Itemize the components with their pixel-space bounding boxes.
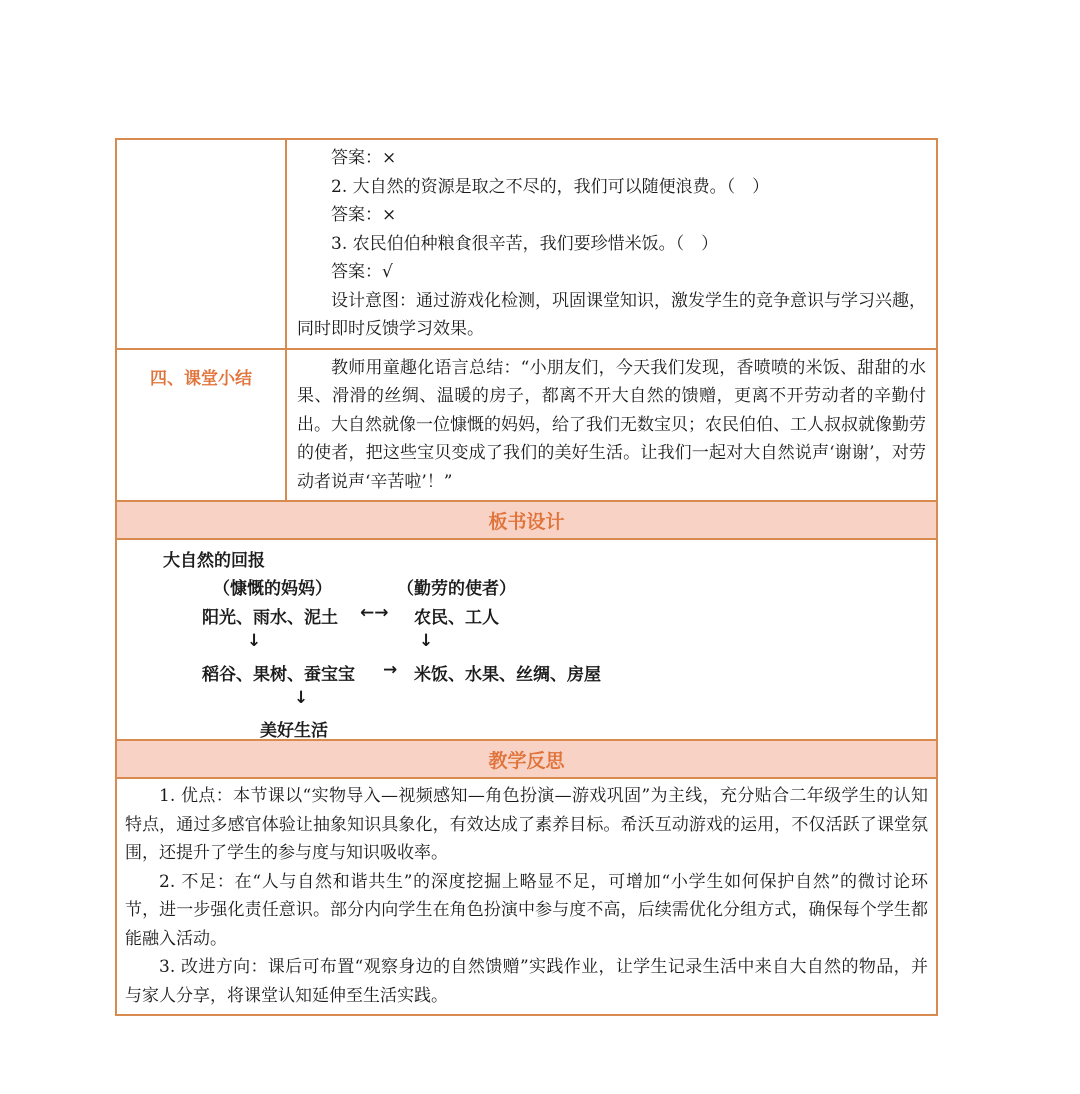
board-right-role: （勤劳的使者） xyxy=(397,579,516,599)
quiz-row xyxy=(117,140,936,350)
quiz-question-3: 3. 农民伯伯种粮食很辛苦，我们要珍惜米饭。（ ） xyxy=(331,233,719,254)
board-heading: 大自然的回报 xyxy=(163,551,265,571)
board-row1-left: 阳光、雨水、泥土 xyxy=(202,608,338,628)
reflection-paragraph-1: 1. 优点：本节课以“实物导入—视频感知—角色扮演—游戏巩固”为主线，充分贴合二年级学生的认知特点，通过多感官体验让抽象知识具象化，有效达成了素养目标。希沃互动游戏的运用，不仅活跃了课堂氛围，还提升了学生的参与度与知识吸收率。 xyxy=(125,786,928,863)
board-design-title: 板书设计 xyxy=(117,502,936,540)
board-left-role: （慷慨的妈妈） xyxy=(213,579,332,599)
board-row1-right: 农民、工人 xyxy=(414,608,499,628)
reflection-content xyxy=(117,779,936,1014)
design-intent: 设计意图：通过游戏化检测，巩固课堂知识，激发学生的竞争意识与学习兴趣，同时即时反馈学习效果。 xyxy=(297,290,926,339)
board-down-arrow-result: ↓ xyxy=(294,688,309,708)
board-row1-arrow: ←→ xyxy=(360,603,389,623)
summary-row xyxy=(117,350,936,503)
lesson-plan-table xyxy=(115,138,938,1016)
quiz-question-2: 2. 大自然的资源是取之不尽的，我们可以随便浪费。（ ） xyxy=(331,176,770,197)
board-design xyxy=(117,540,936,741)
board-row2-right: 米饭、水果、丝绸、房屋 xyxy=(414,665,601,685)
summary-content xyxy=(287,350,936,501)
board-down-arrow-right: ↓ xyxy=(419,631,434,651)
reflection-title: 教学反思 xyxy=(117,741,936,779)
board-result: 美好生活 xyxy=(260,721,328,741)
summary-label: 四、课堂小结 xyxy=(117,350,287,501)
board-row2-left: 稻谷、果树、蚕宝宝 xyxy=(202,665,355,685)
quiz-answer-3: 答案：√ xyxy=(331,262,393,282)
quiz-answer-1: 答案：× xyxy=(331,148,397,168)
quiz-content xyxy=(287,140,936,348)
reflection-paragraph-2: 2. 不足：在“人与自然和谐共生”的深度挖掘上略显不足，可增加“小学生如何保护自然”的微讨论环节，进一步强化责任意识。部分内向学生在角色扮演中参与度不高，后续需优化分组方式，确保每个学生都能融入活动。 xyxy=(125,871,928,949)
board-row2-arrow: → xyxy=(383,660,398,680)
quiz-answer-2: 答案：× xyxy=(331,205,397,225)
board-down-arrow-left: ↓ xyxy=(247,631,262,651)
quiz-row-label xyxy=(117,140,287,348)
summary-text: 教师用童趣化语言总结：“小朋友们，今天我们发现，香喷喷的米饭、甜甜的水果、滑滑的丝绸、温暖的房子，都离不开大自然的馈赠，更离不开劳动者的辛勤付出。大自然就像一位慷慨的妈妈，给了我们无数宝贝；农民伯伯、工人叔叔就像勤劳的使者，把这些宝贝变成了我们的美好生活。让我们一起对大自然说声‘谢谢’，对劳动者说声‘辛苦啦’！” xyxy=(297,357,926,492)
reflection-paragraph-3: 3. 改进方向：课后可布置“观察身边的自然馈赠”实践作业，让学生记录生活中来自大自然的物品，并与家人分享，将课堂认知延伸至生活实践。 xyxy=(125,957,928,1006)
